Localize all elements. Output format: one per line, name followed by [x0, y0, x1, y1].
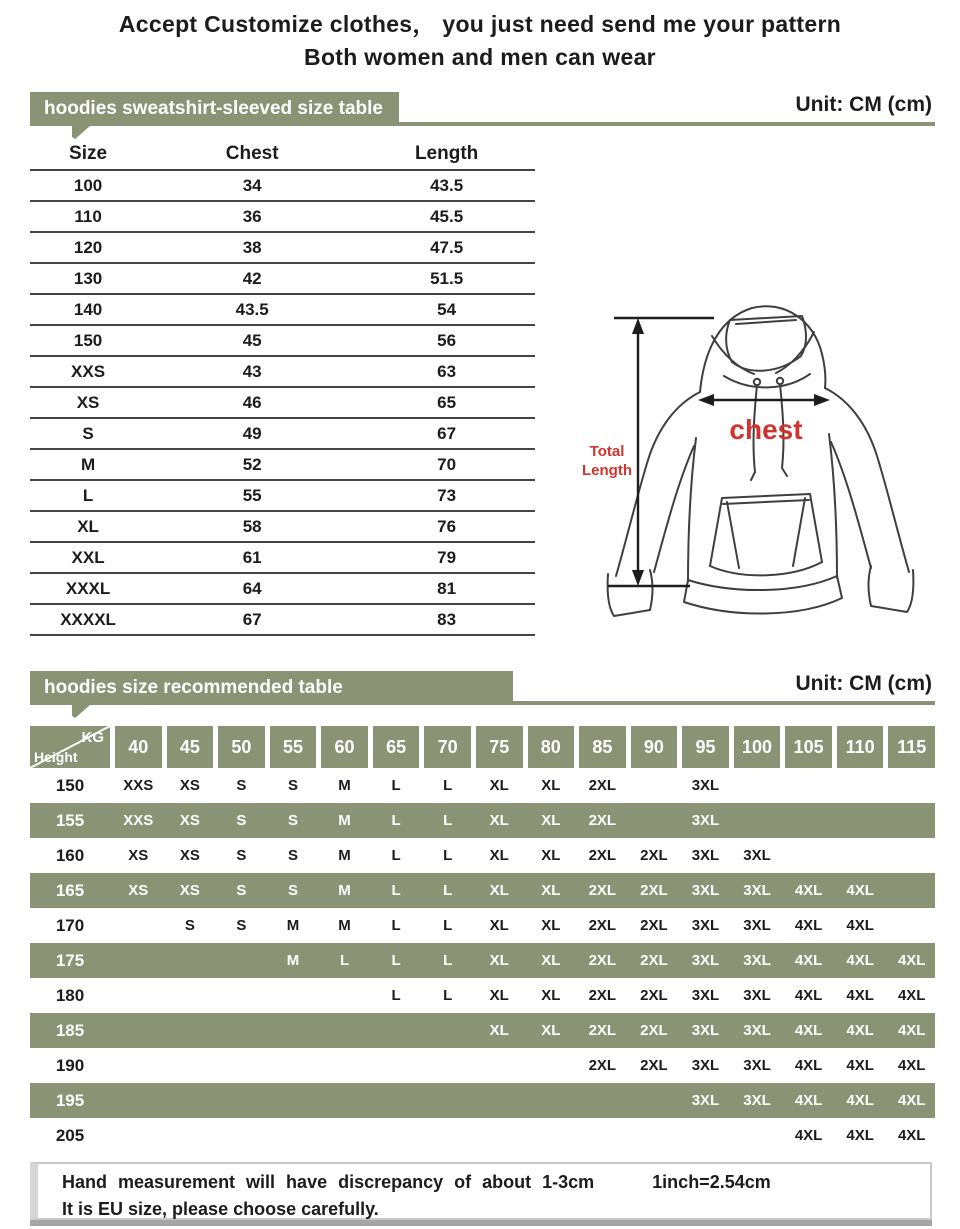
size-recommendation-cell: M: [338, 882, 351, 899]
size-recommendation-cell: 2XL: [588, 882, 617, 899]
table-row: [30, 542, 535, 573]
unit-label: Unit: CM (cm): [795, 93, 932, 116]
size-recommendation-cell: L: [443, 952, 453, 969]
measurement-note: Hand measurement will have discrepancy of about 1-3cm: [62, 1172, 595, 1192]
size-cell: 45.5: [358, 201, 535, 232]
pocket-bottom: [710, 562, 822, 575]
weight-header-cell: 75: [476, 726, 523, 768]
size-cell: 140: [30, 294, 146, 325]
weight-header-cell: 105: [785, 726, 832, 768]
size-recommendation-cell: XL: [489, 1022, 509, 1039]
size-cell: 67: [358, 418, 535, 449]
weight-header-cell: 40: [115, 726, 162, 768]
size-recommendation-cell: S: [287, 812, 298, 829]
table-row: [30, 511, 535, 542]
size-table: [30, 139, 535, 636]
size-recommendation-cell: 3XL: [691, 917, 720, 934]
size-recommendation-cell: L: [443, 777, 453, 794]
size-recommendation-cell: 3XL: [691, 882, 720, 899]
footer-line-2: It is EU size, please choose carefully.: [62, 1199, 379, 1219]
page-title: [0, 8, 960, 75]
size-cell: 51.5: [358, 263, 535, 294]
size-recommendation-cell: XL: [541, 847, 561, 864]
column-header-length: Length: [358, 139, 535, 170]
size-recommendation-cell: L: [391, 952, 401, 969]
size-recommendation-cell: XL: [541, 952, 561, 969]
size-recommendation-cell: XL: [489, 987, 509, 1004]
weight-header-cell: 60: [321, 726, 368, 768]
rec-row: [30, 768, 935, 803]
size-cell: 67: [146, 604, 358, 635]
size-cell: 64: [146, 573, 358, 604]
size-table-banner-row: [30, 92, 935, 126]
size-recommendation-cell: 4XL: [846, 917, 874, 934]
size-cell: 56: [358, 325, 535, 356]
inch-conversion: 1inch=2.54cm: [652, 1172, 771, 1192]
title-line-1: Accept Customize clothes， you just need send me your pattern: [118, 11, 842, 37]
table-header-row: [30, 139, 535, 170]
table-row: [30, 232, 535, 263]
size-recommendation-cell: M: [286, 917, 300, 934]
rec-row: [30, 943, 935, 978]
size-cell: XXXL: [30, 573, 146, 604]
height-cell: 195: [55, 1090, 85, 1110]
hoodie-sketch-svg: [552, 276, 952, 626]
size-recommendation-cell: 2XL: [640, 1022, 668, 1039]
size-recommendation-cell: 3XL: [743, 952, 771, 969]
weight-header-cell: 85: [579, 726, 626, 768]
size-recommendation-cell: 3XL: [743, 917, 771, 934]
height-cell: 170: [55, 915, 85, 935]
table-row: [30, 325, 535, 356]
size-recommendation-cell: XL: [489, 882, 509, 899]
size-recommendation-cell: L: [391, 917, 401, 934]
recommended-banner-label: hoodies size recommended table: [44, 677, 343, 698]
table-row: [30, 170, 535, 201]
rec-row: [30, 1048, 935, 1083]
table-row: [30, 356, 535, 387]
size-recommendation-cell: 2XL: [588, 847, 617, 864]
arrow-head-right-icon: [814, 394, 830, 406]
size-recommendation-cell: 4XL: [897, 987, 926, 1004]
size-recommendation-cell: 4XL: [897, 1092, 926, 1109]
size-recommendation-cell: L: [443, 812, 453, 829]
rec-row: [30, 908, 935, 943]
size-recommendation-cell: XL: [489, 812, 509, 829]
size-recommendation-cell: S: [236, 882, 247, 899]
size-recommendation-cell: 4XL: [897, 1022, 926, 1039]
size-cell: 130: [30, 263, 146, 294]
size-recommendation-cell: 2XL: [640, 882, 668, 899]
hoodie-measurement-diagram: [552, 276, 952, 626]
size-recommendation-cell: XL: [541, 777, 561, 794]
right-cuff: [869, 566, 914, 612]
size-recommendation-cell: 4XL: [794, 1092, 823, 1109]
table-row: [30, 294, 535, 325]
size-recommendation-cell: S: [287, 882, 298, 899]
size-cell: XS: [30, 387, 146, 418]
weight-header-cell: 70: [424, 726, 471, 768]
size-recommendation-cell: L: [443, 882, 453, 899]
column-header-chest: Chest: [146, 139, 358, 170]
size-recommendation-cell: M: [338, 777, 351, 794]
size-cell: 55: [146, 480, 358, 511]
table-row: [30, 604, 535, 635]
size-recommendation-cell: 4XL: [794, 952, 823, 969]
size-recommendation-cell: L: [391, 882, 401, 899]
rec-row: [30, 803, 935, 838]
size-recommendation-cell: 4XL: [794, 1057, 823, 1074]
size-recommendation-cell: S: [287, 777, 298, 794]
size-cell: 65: [358, 387, 535, 418]
collar-line: [724, 374, 810, 387]
table-row: [30, 387, 535, 418]
title-line-2: Both women and men can wear: [304, 44, 656, 71]
size-recommendation-cell: 2XL: [640, 987, 668, 1004]
size-recommendation-cell: 4XL: [846, 1057, 874, 1074]
size-recommendation-cell: 4XL: [897, 1127, 926, 1144]
size-cell: 42: [146, 263, 358, 294]
size-recommendation-cell: 3XL: [691, 847, 720, 864]
size-recommendation-cell: 4XL: [846, 952, 874, 969]
pocket-top: [722, 494, 810, 504]
size-recommendation-cell: XL: [541, 1022, 561, 1039]
size-cell: 63: [358, 356, 535, 387]
size-recommendation-cell: XL: [489, 847, 509, 864]
corner-height-label: Height: [34, 749, 78, 765]
size-cell: 43.5: [146, 294, 358, 325]
weight-header-cell: 90: [631, 726, 678, 768]
size-recommendation-cell: 3XL: [691, 1092, 720, 1109]
size-recommendation-cell: L: [391, 847, 401, 864]
size-cell: 36: [146, 201, 358, 232]
size-table-body: [30, 170, 535, 635]
unit-label: Unit: CM (cm): [795, 672, 932, 695]
size-recommendation-cell: L: [391, 812, 401, 829]
size-recommendation-cell: 4XL: [897, 1057, 926, 1074]
size-cell: S: [30, 418, 146, 449]
height-cell: 185: [55, 1020, 85, 1040]
rec-table-body: [30, 768, 935, 1153]
arrow-head-up-icon: [632, 318, 644, 334]
corner-kg-label: KG: [81, 729, 104, 746]
footer-line-1: [62, 1172, 912, 1193]
size-cell: 45: [146, 325, 358, 356]
size-recommendation-cell: 2XL: [640, 952, 668, 969]
size-recommendation-cell: 2XL: [588, 1022, 617, 1039]
size-recommendation-cell: M: [286, 952, 300, 969]
corner-cell: [30, 726, 110, 768]
size-recommendation-cell: M: [338, 847, 351, 864]
size-recommendation-cell: 3XL: [743, 1092, 771, 1109]
weight-header-cell: 55: [270, 726, 317, 768]
size-recommendation-cell: S: [236, 812, 247, 829]
size-cell: 52: [146, 449, 358, 480]
arrow-head-down-icon: [632, 570, 644, 586]
size-cell: XXS: [30, 356, 146, 387]
size-cell: 79: [358, 542, 535, 573]
recommended-banner: [30, 671, 513, 705]
size-cell: XXXXL: [30, 604, 146, 635]
size-cell: 110: [30, 201, 146, 232]
size-cell: 81: [358, 573, 535, 604]
weight-header-cell: 80: [528, 726, 575, 768]
table-row: [30, 201, 535, 232]
size-cell: 46: [146, 387, 358, 418]
banner-tail: [72, 705, 90, 718]
size-recommendation-cell: M: [338, 812, 351, 829]
size-recommendation-cell: 4XL: [794, 987, 823, 1004]
left-cuff: [608, 570, 653, 616]
size-cell: XXL: [30, 542, 146, 573]
recommended-banner-row: [30, 671, 935, 705]
pocket-opening-lines: [727, 498, 805, 568]
hem-band: [684, 576, 842, 614]
size-recommendation-cell: 3XL: [691, 777, 720, 794]
recommended-table: [30, 726, 935, 1153]
hood-inner-line: [736, 320, 796, 324]
size-recommendation-cell: XS: [179, 812, 200, 829]
size-recommendation-cell: XL: [489, 952, 509, 969]
size-recommendation-cell: 2XL: [640, 917, 668, 934]
height-cell: 155: [55, 810, 85, 830]
size-recommendation-cell: 4XL: [846, 1127, 874, 1144]
table-row: [30, 480, 535, 511]
size-recommendation-cell: XL: [489, 917, 509, 934]
size-cell: 47.5: [358, 232, 535, 263]
rec-row: [30, 873, 935, 908]
size-recommendation-cell: 4XL: [846, 987, 874, 1004]
size-table-banner-label: hoodies sweatshirt-sleeved size table: [44, 98, 383, 119]
total-length-label-line2: Length: [582, 462, 632, 479]
size-cell: 73: [358, 480, 535, 511]
size-cell: 49: [146, 418, 358, 449]
size-recommendation-cell: 4XL: [846, 882, 874, 899]
size-recommendation-cell: 2XL: [588, 812, 617, 829]
size-recommendation-cell: S: [236, 777, 247, 794]
arrow-head-left-icon: [698, 394, 714, 406]
chest-label: chest: [729, 414, 803, 445]
size-recommendation-cell: 3XL: [743, 882, 771, 899]
size-cell: 34: [146, 170, 358, 201]
size-recommendation-cell: XS: [179, 847, 200, 864]
size-recommendation-cell: XL: [541, 917, 561, 934]
weight-header-cell: 50: [218, 726, 265, 768]
size-recommendation-cell: 4XL: [794, 917, 823, 934]
size-cell: 54: [358, 294, 535, 325]
size-cell: 76: [358, 511, 535, 542]
table-row: [30, 449, 535, 480]
weight-header-cell: 65: [373, 726, 420, 768]
size-recommendation-cell: 4XL: [794, 1022, 823, 1039]
size-recommendation-cell: XS: [128, 882, 149, 899]
size-recommendation-cell: 2XL: [588, 1057, 617, 1074]
size-recommendation-cell: XL: [541, 987, 561, 1004]
height-cell: 160: [55, 845, 85, 865]
size-recommendation-cell: 4XL: [794, 1127, 823, 1144]
size-recommendation-cell: XXS: [123, 777, 154, 794]
size-cell: 70: [358, 449, 535, 480]
size-recommendation-cell: L: [443, 987, 453, 1004]
rec-row: [30, 1083, 935, 1118]
size-recommendation-cell: XXS: [123, 812, 154, 829]
weight-header-cell: 100: [734, 726, 781, 768]
weight-header-cell: 45: [167, 726, 214, 768]
column-header-size: Size: [30, 139, 146, 170]
height-cell: 190: [55, 1055, 85, 1075]
size-cell: 58: [146, 511, 358, 542]
size-recommendation-cell: S: [287, 847, 298, 864]
size-recommendation-cell: L: [443, 847, 453, 864]
size-table-banner: [30, 92, 399, 126]
table-row: [30, 573, 535, 604]
size-recommendation-cell: L: [443, 917, 453, 934]
size-recommendation-cell: 2XL: [588, 987, 617, 1004]
weight-header-cell: 115: [888, 726, 935, 768]
table-row: [30, 263, 535, 294]
size-recommendation-cell: XS: [128, 847, 149, 864]
size-recommendation-cell: 2XL: [640, 847, 668, 864]
height-cell: 205: [55, 1125, 85, 1145]
size-recommendation-cell: XL: [541, 812, 561, 829]
size-recommendation-cell: 3XL: [691, 812, 720, 829]
size-recommendation-cell: 3XL: [743, 1057, 771, 1074]
rec-row: [30, 838, 935, 873]
size-recommendation-cell: L: [339, 952, 350, 969]
size-cell: XL: [30, 511, 146, 542]
size-recommendation-cell: 3XL: [743, 847, 771, 864]
size-recommendation-cell: 3XL: [691, 987, 720, 1004]
height-cell: 175: [55, 950, 85, 970]
size-cell: 100: [30, 170, 146, 201]
footer-note: [30, 1162, 932, 1220]
size-cell: 120: [30, 232, 146, 263]
size-cell: 43: [146, 356, 358, 387]
height-cell: 165: [55, 880, 85, 900]
rec-row: [30, 978, 935, 1013]
weight-header-cell: 110: [837, 726, 884, 768]
size-table-header: [30, 139, 535, 170]
banner-tail: [72, 126, 90, 139]
size-cell: L: [30, 480, 146, 511]
size-recommendation-cell: XS: [179, 882, 200, 899]
rec-row: [30, 1118, 935, 1153]
weight-header-cell: 95: [682, 726, 729, 768]
size-recommendation-cell: 3XL: [691, 1057, 720, 1074]
size-recommendation-cell: 2XL: [640, 1057, 668, 1074]
size-recommendation-cell: M: [338, 917, 351, 934]
size-recommendation-cell: 2XL: [588, 952, 617, 969]
size-cell: 150: [30, 325, 146, 356]
size-cell: 61: [146, 542, 358, 573]
height-cell: 150: [55, 775, 85, 795]
size-recommendation-cell: 4XL: [897, 952, 926, 969]
size-recommendation-cell: 3XL: [691, 1022, 720, 1039]
size-cell: 83: [358, 604, 535, 635]
size-recommendation-cell: 4XL: [794, 882, 823, 899]
size-cell: 43.5: [358, 170, 535, 201]
size-recommendation-cell: L: [391, 777, 401, 794]
size-recommendation-cell: 2XL: [588, 777, 617, 794]
size-recommendation-cell: 3XL: [743, 1022, 771, 1039]
size-recommendation-cell: 3XL: [743, 987, 771, 1004]
height-cell: 180: [55, 985, 85, 1005]
size-cell: M: [30, 449, 146, 480]
rec-row: [30, 1013, 935, 1048]
size-recommendation-cell: XS: [179, 777, 200, 794]
size-recommendation-cell: L: [391, 987, 401, 1004]
size-recommendation-cell: S: [236, 847, 247, 864]
size-recommendation-cell: 2XL: [588, 917, 617, 934]
size-recommendation-cell: S: [184, 917, 195, 934]
size-recommendation-cell: XL: [541, 882, 561, 899]
recommended-table-header: [30, 726, 935, 768]
size-recommendation-cell: 4XL: [846, 1022, 874, 1039]
size-recommendation-cell: XL: [489, 777, 509, 794]
size-recommendation-cell: 4XL: [846, 1092, 874, 1109]
size-recommendation-cell: S: [236, 917, 247, 934]
size-table-section: [30, 139, 535, 636]
table-row: [30, 418, 535, 449]
total-length-label-line1: Total: [589, 443, 625, 460]
size-recommendation-cell: 3XL: [691, 952, 720, 969]
size-cell: 38: [146, 232, 358, 263]
